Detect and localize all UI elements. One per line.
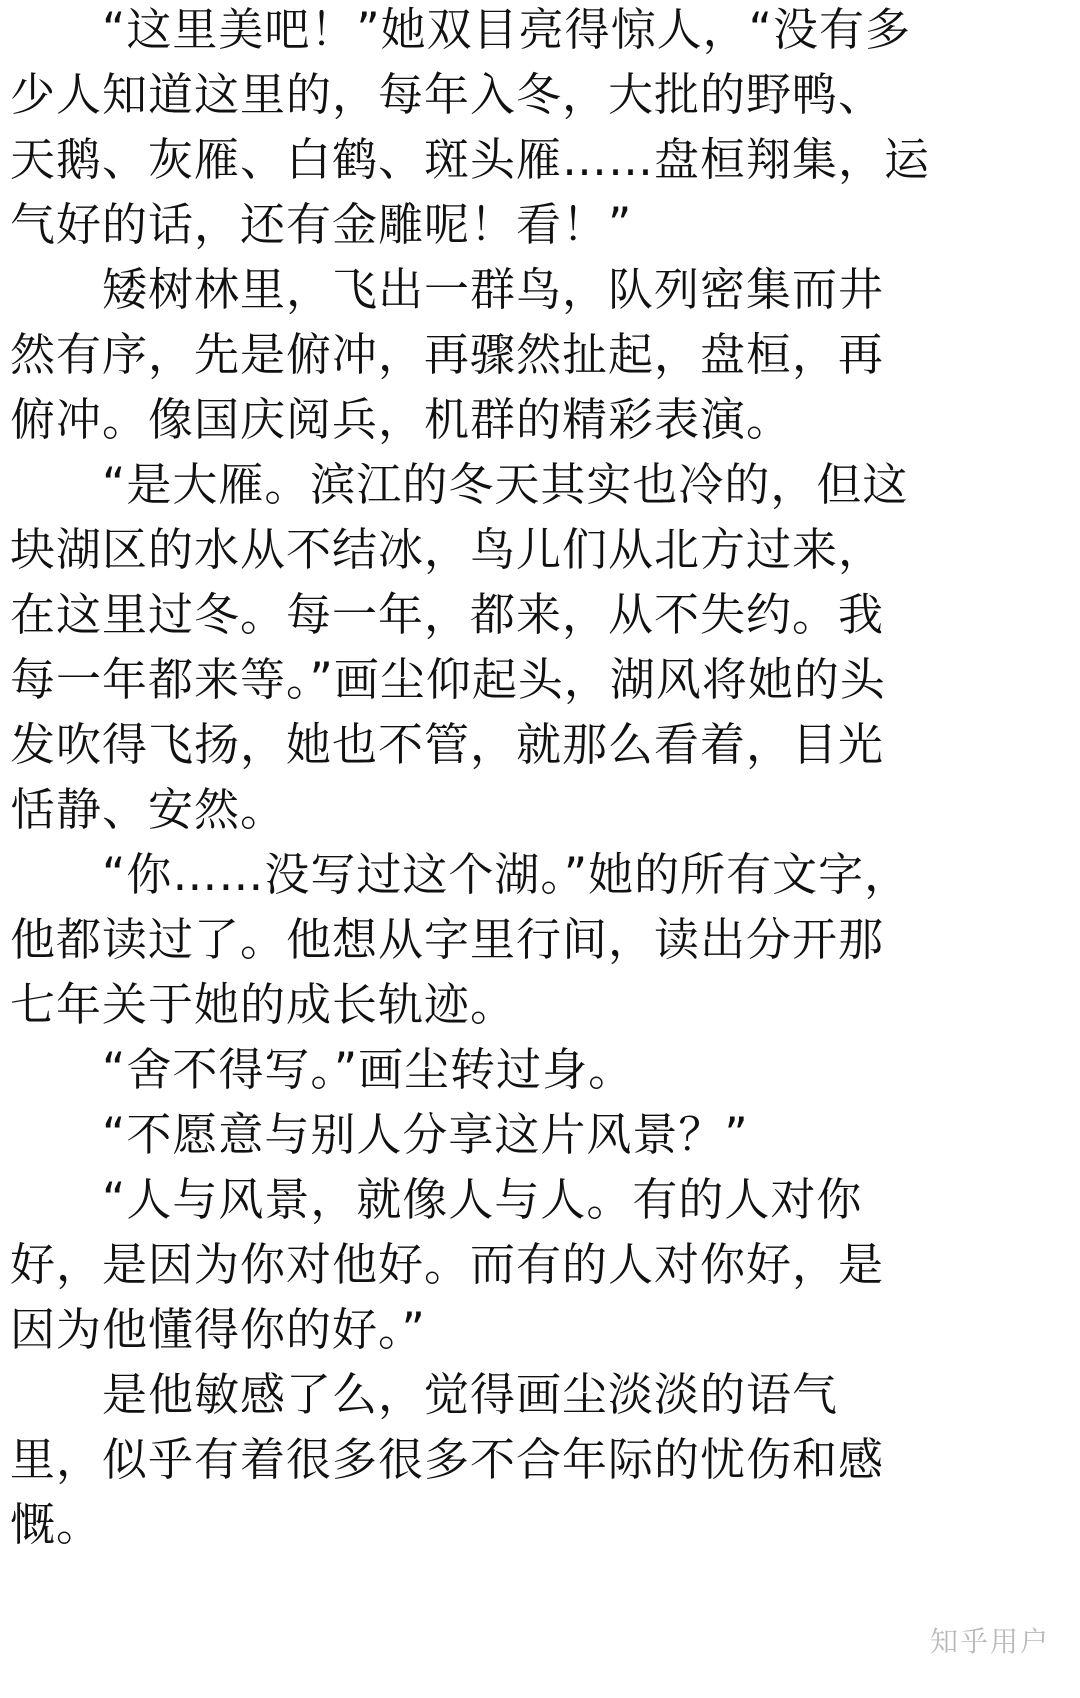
text-line: 矮树林里，飞出一群鸟，队列密集而井 — [10, 263, 885, 316]
text-line: 块湖区的水从不结冰，鸟儿们从北方过来， — [10, 523, 885, 576]
text-line: 里，似乎有着很多很多不合年际的忧伤和感 — [10, 1433, 885, 1486]
text-line: 每一年都来等。”画尘仰起头，湖风将她的头 — [10, 653, 886, 706]
text-line: “是大雁。滨江的冬天其实也冷的，但这 — [10, 458, 909, 511]
text-line: 然有序，先是俯冲，再骤然扯起，盘桓，再 — [10, 328, 885, 381]
text-line: 俯冲。像国庆阅兵，机群的精彩表演。 — [10, 393, 793, 446]
text-line: 天鹅、灰雁、白鹤、斑头雁……盘桓翔集，运 — [10, 133, 931, 186]
zhihu-watermark: 知乎用户 — [929, 1625, 1050, 1658]
text-line: 气好的话，还有金雕呢！看！” — [10, 198, 633, 251]
text-line: 少人知道这里的，每年入冬，大批的野鸭、 — [10, 68, 885, 121]
text-line: “不愿意与别人分享这片风景？” — [10, 1108, 749, 1161]
text-line: 因为他懂得你的好。” — [10, 1303, 426, 1356]
text-line: 慨。 — [10, 1498, 103, 1551]
text-line: 好，是因为你对他好。而有的人对你好，是 — [10, 1238, 885, 1291]
text-line: “舍不得写。”画尘转过身。 — [10, 1043, 635, 1096]
text-line: 在这里过冬。每一年，都来，从不失约。我 — [10, 588, 885, 641]
text-line: “人与风景，就像人与人。有的人对你 — [10, 1173, 863, 1226]
text-line: 发吹得飞扬，她也不管，就那么看着，目光 — [10, 718, 885, 771]
text-line: 七年关于她的成长轨迹。 — [10, 978, 517, 1031]
text-line: “你……没写过这个湖。”她的所有文字， — [10, 848, 911, 901]
text-line: 是他敏感了么，觉得画尘淡淡的语气 — [10, 1368, 839, 1421]
text-line: 恬静、安然。 — [10, 783, 287, 836]
text-line: 他都读过了。他想从字里行间，读出分开那 — [10, 913, 885, 966]
text-line: “这里美吧！”她双目亮得惊人，“没有多 — [10, 3, 911, 56]
